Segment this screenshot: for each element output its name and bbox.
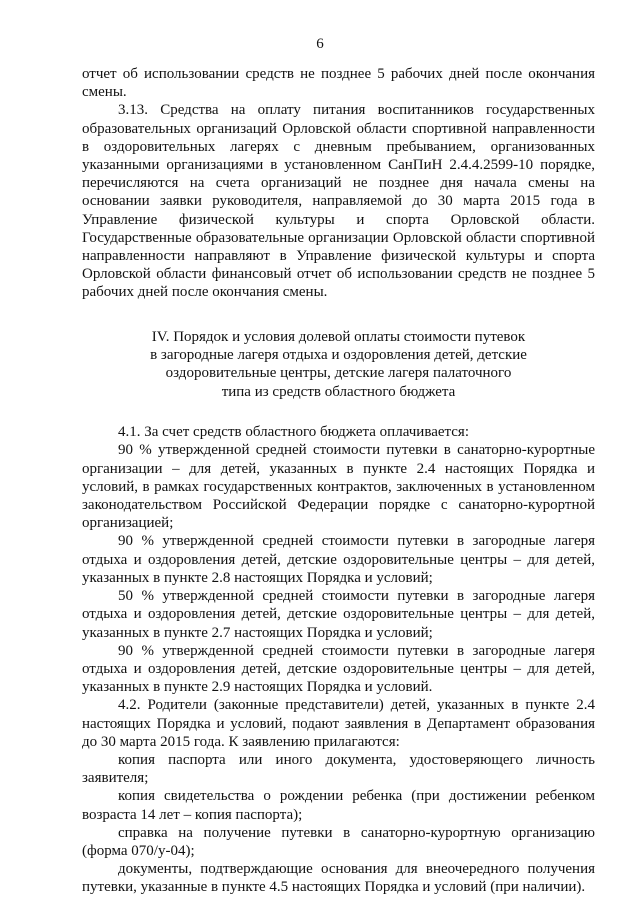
paragraph-3-13: 3.13. Средства на оплату питания воспитанников государственных образовательных организаций Орловской области спортивной направленности в оздоровительных лагерях с дневным пребыванием, организованных указанными организациями в установленном СанПиН 2.4.4.2599-10 порядке, перечисляются на счета организаций не позднее дня начала смены на основании заявки руководителя, направляемой до 30 марта 2015 года в Управление физической культуры и спорта Орловской области. Государственные образовательные организации Орловской области спортивной направленности направляют в Управление физической культуры и спорта Орловской области финансовый отчет об использовании средств не позднее 5 рабочих дней после окончания смены. — [82, 102, 595, 301]
section-heading-line: оздоровительные центры, детские лагеря палаточного — [165, 365, 512, 382]
page-number: 6 — [316, 36, 324, 52]
paragraph-report-continuation: отчет об использовании средств не позднее 5 рабочих дней после окончания смены. — [82, 66, 595, 101]
paragraph-item: 90 % утвержденной средней стоимости путевки в загородные лагеря отдыха и оздоровления детей, детские оздоровительные центры – для детей, указанных в пункте 2.9 настоящих Порядка и условий. — [82, 642, 595, 696]
paragraph-item: копия паспорта или иного документа, удостоверяющего личность заявителя; — [82, 751, 595, 787]
paragraph-item: 90 % утвержденной средней стоимости путевки в санаторно-курортные организации – для детей, указанных в пункте 2.4 настоящих Порядка и условий, в рамках государственных контрактов, заключенных в установленном законодательством Российской Федерации порядке с санаторно-курортной организацией; — [82, 442, 595, 532]
section-heading-line: IV. Порядок и условия долевой оплаты стоимости путевок — [151, 328, 526, 345]
section-heading-line: в загородные лагеря отдыха и оздоровления детей, детские — [150, 347, 527, 364]
section-heading-line: типа из средств областного бюджета — [221, 383, 456, 400]
paragraph-item: 50 % утвержденной средней стоимости путевки в загородные лагеря отдыха и оздоровления детей, детские оздоровительные центры – для детей, указанных в пункте 2.7 настоящих Порядка и условий; — [82, 588, 595, 641]
paragraph-4-1: 4.1. За счет средств областного бюджета оплачивается: — [118, 424, 469, 441]
paragraph-item: документы, подтверждающие основания для внеочередного получения путевки, указанные в пункте 4.5 настоящих Порядка и условий (при наличии). — [82, 861, 595, 896]
paragraph-item: 90 % утвержденной средней стоимости путевки в загородные лагеря отдыха и оздоровления детей, детские оздоровительные центры – для детей, указанных в пункте 2.8 настоящих Порядка и условий; — [82, 533, 595, 586]
paragraph-item: справка на получение путевки в санаторно-курортную организацию (форма 070/у-04); — [82, 824, 595, 859]
section-heading — [82, 328, 595, 402]
paragraph-4-2: 4.2. Родители (законные представители) детей, указанных в пункте 2.4 настоящих Порядка и условий, подают заявления в Департамент образования до 30 марта 2015 года. К заявлению прилагаются: — [82, 697, 595, 750]
paragraph-item: копия свидетельства о рождении ребенка (при достижении ребенком возраста 14 лет – копия паспорта); — [82, 788, 595, 823]
document-body — [82, 65, 595, 897]
